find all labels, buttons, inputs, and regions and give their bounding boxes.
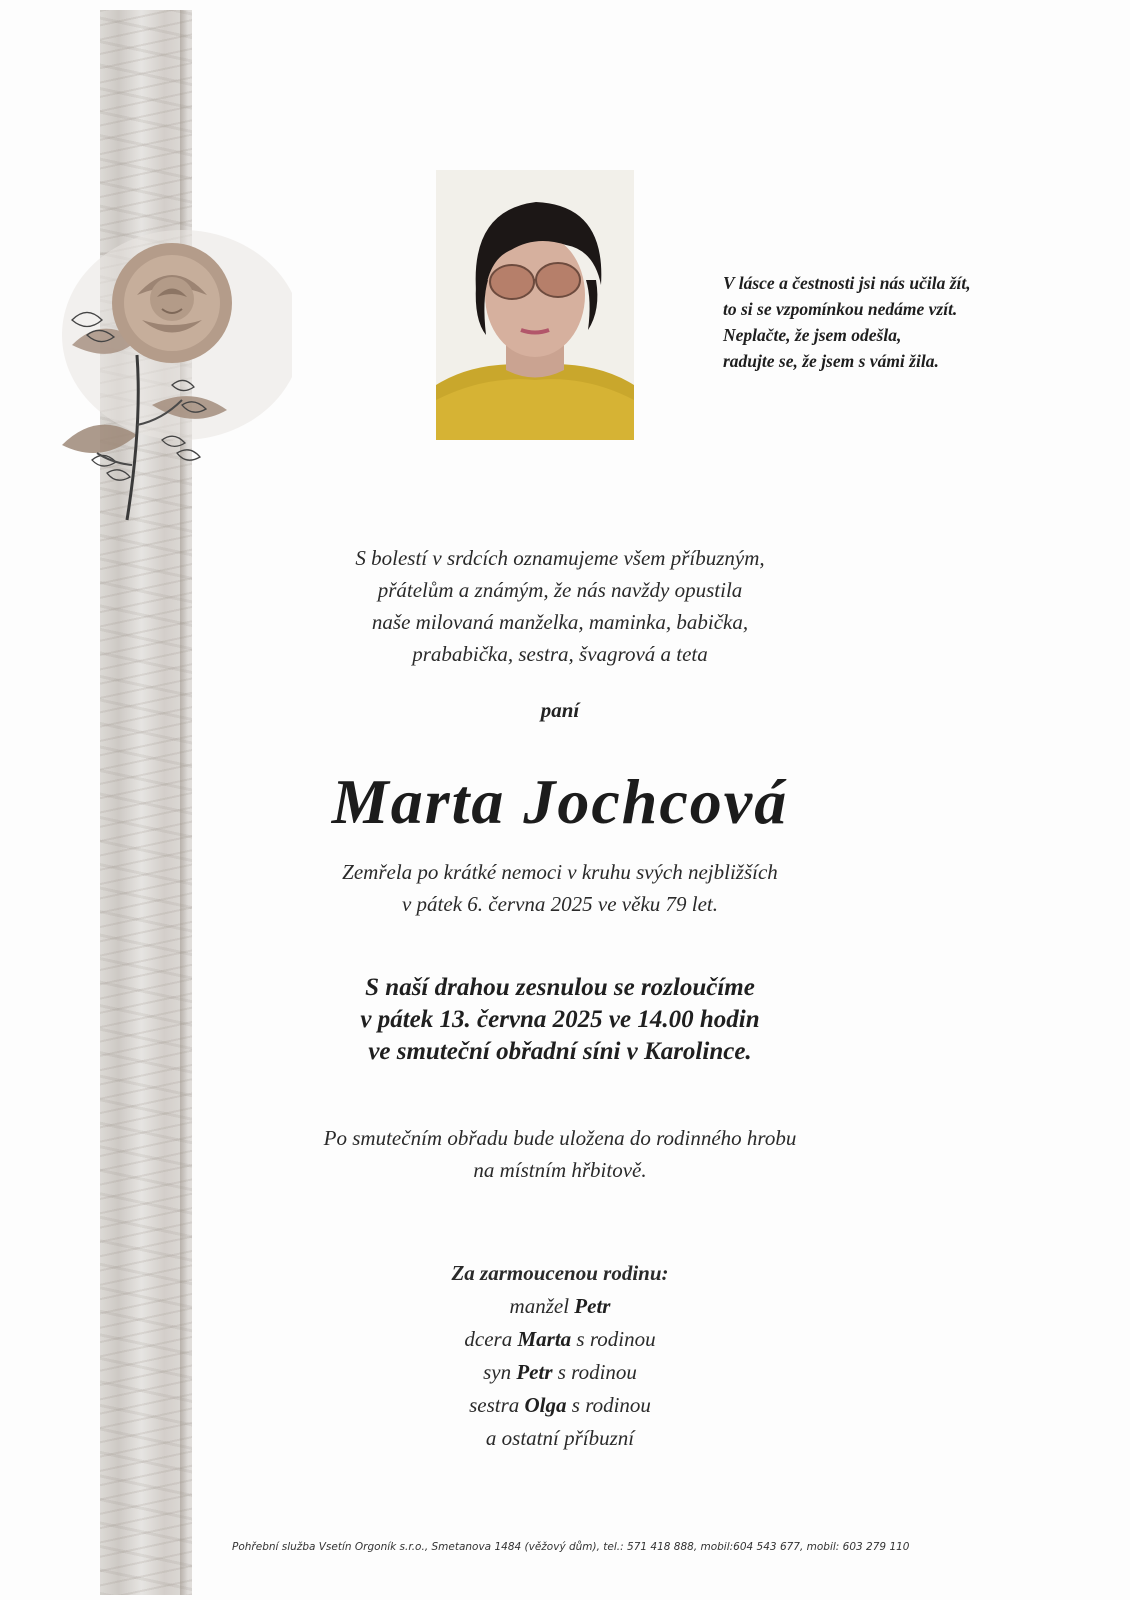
relation-label: dcera bbox=[464, 1327, 518, 1351]
poem-line: radujte se, že jsem s vámi žila. bbox=[723, 351, 939, 371]
funeral-line: v pátek 13. června 2025 ve 14.00 hodin bbox=[360, 1006, 760, 1033]
poem-line: V lásce a čestnosti jsi nás učila žít, bbox=[723, 273, 971, 293]
poem-line: to si se vzpomínkou nedáme vzít. bbox=[723, 299, 958, 319]
deceased-name: Marta Jochcová bbox=[331, 766, 789, 837]
death-info-line: Zemřela po krátké nemoci v kruhu svých nejbližších bbox=[342, 860, 778, 884]
announcement-text bbox=[240, 542, 880, 670]
title-prefix: paní bbox=[540, 698, 580, 722]
portrait-image-icon bbox=[436, 170, 634, 440]
announcement-line: přátelům a známým, že nás navždy opustila bbox=[377, 578, 743, 602]
poem-line: Neplačte, že jsem odešla, bbox=[723, 325, 902, 345]
portrait-photo bbox=[436, 170, 634, 440]
burial-line: na místním hřbitově. bbox=[473, 1158, 647, 1182]
funeral-line: ve smuteční obřadní síni v Karolince. bbox=[368, 1038, 752, 1065]
member-suffix: s rodinou bbox=[571, 1327, 656, 1351]
family-member bbox=[240, 1356, 880, 1389]
member-suffix: s rodinou bbox=[566, 1393, 651, 1417]
relation-label: manžel bbox=[509, 1294, 575, 1318]
funeral-info bbox=[240, 972, 880, 1068]
relation-label: syn bbox=[483, 1360, 517, 1384]
member-name: Olga bbox=[524, 1393, 567, 1417]
member-name: Petr bbox=[516, 1360, 553, 1384]
burial-info bbox=[240, 1122, 880, 1186]
memorial-poem bbox=[723, 270, 1053, 374]
member-suffix: s rodinou bbox=[552, 1360, 637, 1384]
family-member bbox=[240, 1290, 880, 1323]
announcement-line: prababička, sestra, švagrová a teta bbox=[412, 642, 708, 666]
burial-line: Po smutečním obřadu bude uložena do rodinného hrobu bbox=[323, 1126, 797, 1150]
funeral-service-footer: Pohřební služba Vsetín Orgoník s.r.o., Smetanova 1484 (věžový dům), tel.: 571 418 888, mobil:604 543 677, mobil: 603 279 110 bbox=[232, 1541, 910, 1553]
family-closing: a ostatní příbuzní bbox=[485, 1426, 635, 1450]
family-signatures bbox=[240, 1257, 880, 1455]
funeral-line: S naší drahou zesnulou se rozloučíme bbox=[365, 974, 755, 1001]
family-member bbox=[240, 1389, 880, 1422]
death-info bbox=[240, 856, 880, 920]
announcement-line: naše milovaná manželka, maminka, babička, bbox=[371, 610, 749, 634]
announcement-line: S bolestí v srdcích oznamujeme všem příbuzným, bbox=[355, 546, 765, 570]
family-member bbox=[240, 1323, 880, 1356]
member-name: Marta bbox=[517, 1327, 572, 1351]
death-info-line: v pátek 6. června 2025 ve věku 79 let. bbox=[401, 892, 719, 916]
family-header: Za zarmoucenou rodinu: bbox=[451, 1261, 669, 1285]
rose-icon bbox=[42, 225, 292, 545]
member-name: Petr bbox=[574, 1294, 611, 1318]
relation-label: sestra bbox=[469, 1393, 525, 1417]
